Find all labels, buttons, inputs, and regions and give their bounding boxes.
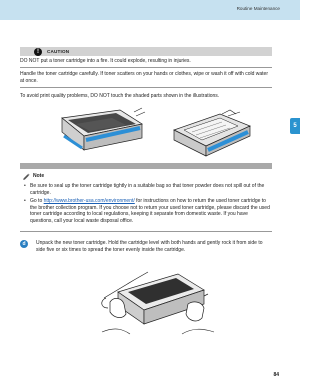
note-list (24, 183, 272, 227)
caution-fire-warning: DO NOT put a toner cartridge into a fire. It could explode, resulting in injuries. (20, 58, 191, 64)
note-item-prefix: Go to (30, 198, 44, 205)
step-text: Unpack the new toner cartridge. Hold the cartridge level with both hands and gently rock it from side to side five or six times to spread the toner evenly inside the cartridge. (36, 240, 263, 253)
divider (20, 67, 272, 68)
note-label: Note (33, 173, 45, 179)
caution-icon: ! (34, 48, 42, 56)
toner-cartridge-illustration (56, 106, 146, 156)
page-number: 84 (273, 372, 279, 378)
running-head: Routine Maintenance (236, 6, 280, 11)
chapter-tab: 5 (290, 118, 300, 134)
note-item-suffix: for instructions on how to return the used toner cartridge to the brother collection program. If you choose not to return your used toner cartridge, please discard the used toner cartridge according to local regulations, keeping it separate from domestic waste. If you have questions, call your local waste disposal office. (30, 198, 270, 224)
step-d (20, 240, 272, 253)
caution-banner (20, 47, 272, 56)
note-header (22, 172, 44, 180)
caution-label: CAUTION (47, 49, 70, 54)
caution-handling-warning: Handle the toner cartridge carefully. If toner scatters on your hands or clothes, wipe or wash it off with cold water at once. (20, 71, 268, 84)
note-item-text: Be sure to seal up the toner cartridge tightly in a suitable bag so that toner powder does not spill out of the cartridge. (30, 183, 265, 196)
caution-touch-warning: To avoid print quality problems, DO NOT touch the shaded parts shown in the illustrations. (20, 93, 220, 99)
environment-link[interactable]: http://www.brother-usa.com/environment/ (43, 198, 135, 205)
drum-unit-illustration (170, 108, 254, 160)
note-item (24, 183, 272, 196)
pencil-icon (22, 172, 30, 180)
rock-cartridge-illustration (96, 268, 216, 340)
divider (20, 231, 272, 232)
note-bar (20, 163, 272, 169)
step-number: d (20, 240, 28, 248)
note-item (24, 198, 272, 224)
divider (20, 87, 272, 88)
